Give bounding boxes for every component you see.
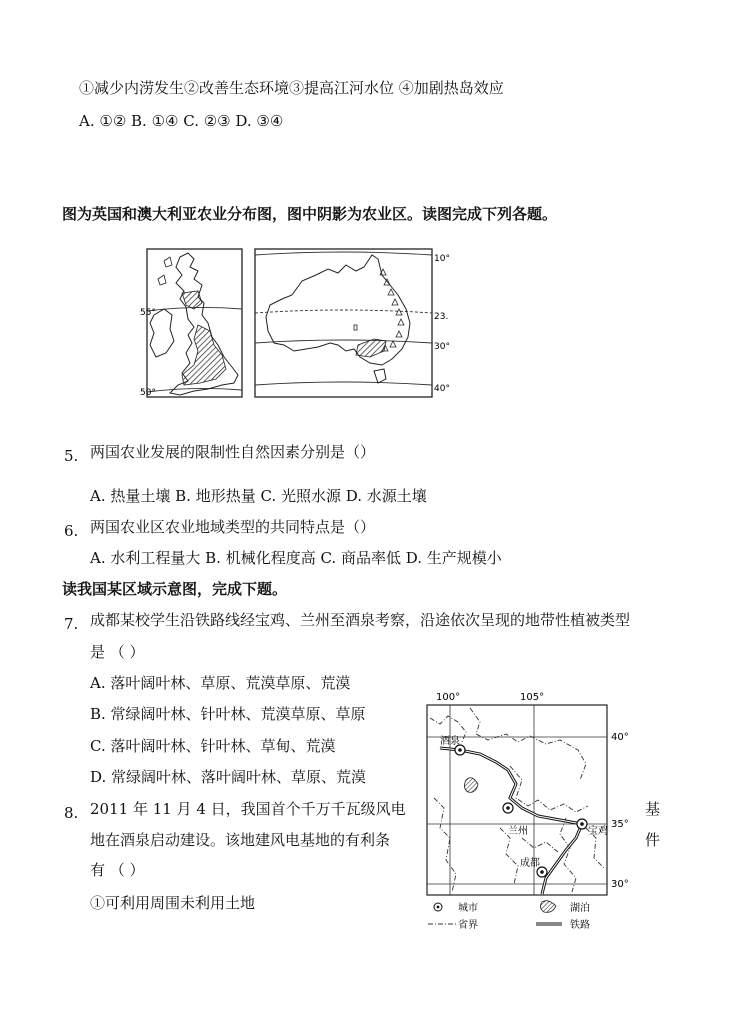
lake-symbol-map <box>464 778 478 793</box>
uk-lat-50-line <box>147 388 242 392</box>
china-region-map <box>410 688 640 934</box>
city-chengdu-label: 成都 <box>520 858 540 869</box>
q8-item1: ①可利用周围未利用土地 <box>90 894 256 912</box>
uk-australia-map <box>142 245 460 405</box>
au-lat-10-line <box>255 252 432 255</box>
q7-stem-line1: 成都某校学生沿铁路线经宝鸡、兰州至酒泉考察，沿途依次呈现的地带性植被类型 <box>90 611 631 629</box>
city-lanzhou-label: 兰州 <box>508 826 528 837</box>
q7-option-b: B. 常绿阔叶林、针叶林、荒漠草原、草原 <box>90 705 366 723</box>
map-lat-35-label: 35° <box>611 819 629 830</box>
au-lat-30-label: 30° <box>434 342 450 352</box>
au-tropic-line <box>255 310 432 313</box>
australia-map-frame <box>255 249 432 397</box>
uk-lat-55-label: 55° <box>140 308 156 318</box>
legend-railway-label: 铁路 <box>570 920 590 931</box>
map-lon-100-label: 100° <box>436 692 461 703</box>
q6-number: 6. <box>64 522 79 540</box>
city-lanzhou-marker <box>503 803 513 813</box>
map-lat-30-label: 30° <box>611 879 629 890</box>
tasmania-outline <box>374 369 386 383</box>
q5-options: A. 热量土壤 B. 地形热量 C. 光照水源 D. 水源土壤 <box>90 487 427 505</box>
map-lat-40-label: 40° <box>611 732 629 743</box>
legend-city-label: 城市 <box>458 903 478 914</box>
legend-boundary-label: 省界 <box>458 920 478 931</box>
legend-lake-label: 湖泊 <box>570 903 590 914</box>
q8-line3: 有 （ ） <box>90 861 145 879</box>
au-lat-10-label: 10° <box>434 254 450 264</box>
city-jiuquan-label: 酒泉 <box>440 736 460 747</box>
city-baoji-label: 宝鸡 <box>588 826 608 837</box>
legend-lake-symbol <box>540 901 556 913</box>
au-southeast-agri-area <box>356 339 386 357</box>
q7-number: 7. <box>64 615 79 633</box>
q6-options: A. 水利工程量大 B. 机械化程度高 C. 商品率低 D. 生产规模小 <box>90 549 502 567</box>
au-lat-23-label: 23. <box>434 312 449 322</box>
australia-outline <box>266 255 410 365</box>
map-frame <box>427 705 607 895</box>
section2-title: 读我国某区域示意图，完成下题。 <box>62 580 288 598</box>
q8-line1-end: 基 <box>645 800 661 818</box>
legend-city <box>434 903 442 911</box>
q-prev-statements: ①减少内涝发生②改善生态环境③提高江河水位 ④加剧热岛效应 <box>79 79 504 97</box>
q7-option-a: A. 落叶阔叶林、草原、荒漠草原、荒漠 <box>90 674 351 692</box>
q8-number: 8. <box>64 804 79 822</box>
map-lon-105-label: 105° <box>520 692 545 703</box>
railway-line <box>440 748 582 894</box>
city-baoji-marker <box>577 819 587 829</box>
q7-option-c: C. 落叶阔叶林、针叶林、草甸、荒漠 <box>90 737 336 755</box>
q8-line2-end: 件 <box>645 831 661 849</box>
section1-title: 图为英国和澳大利亚农业分布图，图中阴影为农业区。读图完成下列各题。 <box>62 205 558 223</box>
au-lat-40-label: 40° <box>434 384 450 394</box>
q8-line1: 2011 年 11 月 4 日，我国首个千万千瓦级风电 <box>90 800 406 818</box>
q-prev-options: A. ①② B. ①④ C. ②③ D. ③④ <box>79 112 284 130</box>
au-lat-40-line <box>255 382 432 385</box>
q5-number: 5. <box>64 447 79 465</box>
q5-stem: 两国农业发展的限制性自然因素分别是（） <box>90 443 376 461</box>
q7-stem-line2: 是 （ ） <box>90 643 145 661</box>
q7-option-d: D. 常绿阔叶林、落叶阔叶林、草原、荒漠 <box>90 768 367 786</box>
q8-line2: 地在酒泉启动建设。该地建风电基地的有利条 <box>90 831 391 849</box>
uk-lat-50-label: 50° <box>140 388 156 398</box>
au-east-coast-agri <box>380 269 404 351</box>
q6-stem: 两国农业区农业地域类型的共同特点是（） <box>90 518 376 536</box>
